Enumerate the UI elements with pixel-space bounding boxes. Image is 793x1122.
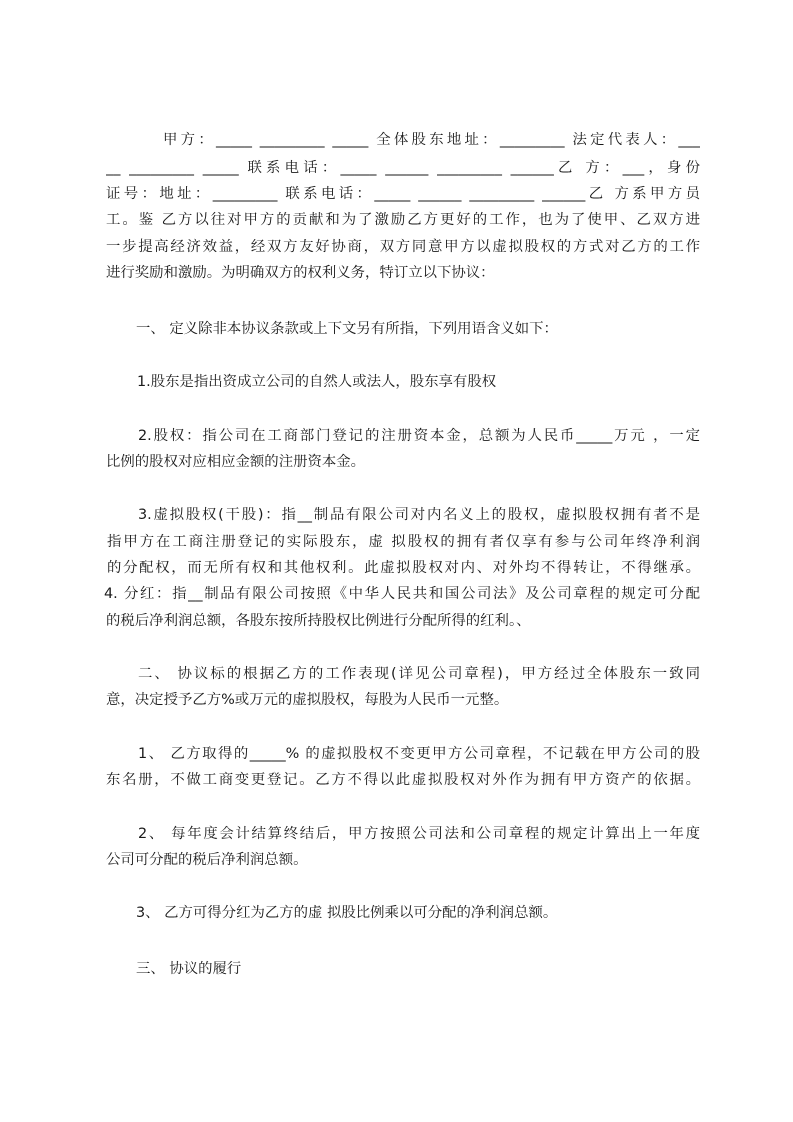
section-1-heading: 一、 定义除非本协议条款或上下文另有所指，下列用语含义如下： [136,321,558,337]
preamble-line: 一步提高经济效益，经双方友好协商，双方同意甲方以虚拟股权的方式对乙方的工作 [106,239,700,255]
section-2-line: 意，决定授予乙方%或万元的虚拟股权，每股为人民币一元整。 [106,692,509,708]
preamble-line: 甲方：_____ _________ _____ 全体股东地址：_________ 法定代表人：___ [163,132,700,148]
preamble-line: 进行奖励和激励。为明确双方的权利义务，特订立以下协议： [106,265,495,281]
definition-2-line: 2.股权：指公司在工商部门登记的注册资本金，总额为人民币_____万元 ，一定 [138,428,700,444]
definition-4-line: 的税后净利润总额，各股东按所持股权比例进行分配所得的红利。、 [106,613,531,629]
definition-3-line: 3.虚拟股权(干股)：指__制品有限公司对内名义上的股权，虚拟股权拥有者不是 [138,507,700,523]
item-3: 3、 乙方可得分红为乙方的虚 拟股比例乘以可分配的净利润总额。 [136,905,558,921]
preamble-line: __ _________ _____ 联系电话：_____ ______ _________ ______乙 方：___，身份 [106,160,700,176]
section-2-line: 二、 协议标的根据乙方的工作表现(详见公司章程)，甲方经过全体股东一致同 [138,666,700,682]
definition-3-line: 指甲方在工商注册登记的实际股东，虚 拟股权的拥有者仅享有参与公司年终净利润 [107,534,700,550]
definition-2-line: 比例的股权对应相应金额的注册资本金。 [106,454,366,470]
item-2-line: 2、 每年度会计结算终结后，甲方按照公司法和公司章程的规定计算出上一年度 [138,826,700,842]
item-2-line: 公司可分配的税后净利润总额。 [106,852,308,868]
item-1-line: 东名册，不做工商变更登记。乙方不得以此虚拟股权对外作为拥有甲方资产的依据。 [106,772,700,788]
definition-4-line: 4. 分红：指__制品有限公司按照《中华人民共和国公司法》及公司章程的规定可分配 [104,586,700,602]
preamble-line: 工。鉴 乙方以往对甲方的贡献和为了激励乙方更好的工作，也为了使甲、乙双方进 [106,212,700,228]
preamble-line: 证号：地址：_________ 联系电话：_____ ______ _________ ______乙 方系甲方员 [106,186,700,202]
definition-1: 1.股东是指出资成立公司的自然人或法人，股东享有股权 [137,374,497,390]
item-1-line: 1、 乙方取得的_____% 的虚拟股权不变更甲方公司章程，不记载在甲方公司的股 [138,746,700,762]
section-3-heading: 三、 协议的履行 [136,961,242,977]
definition-3-line: 的分配权，而无所有权和其他权利。此虚拟股权对内、对外均不得转让，不得继承。 [107,560,700,576]
